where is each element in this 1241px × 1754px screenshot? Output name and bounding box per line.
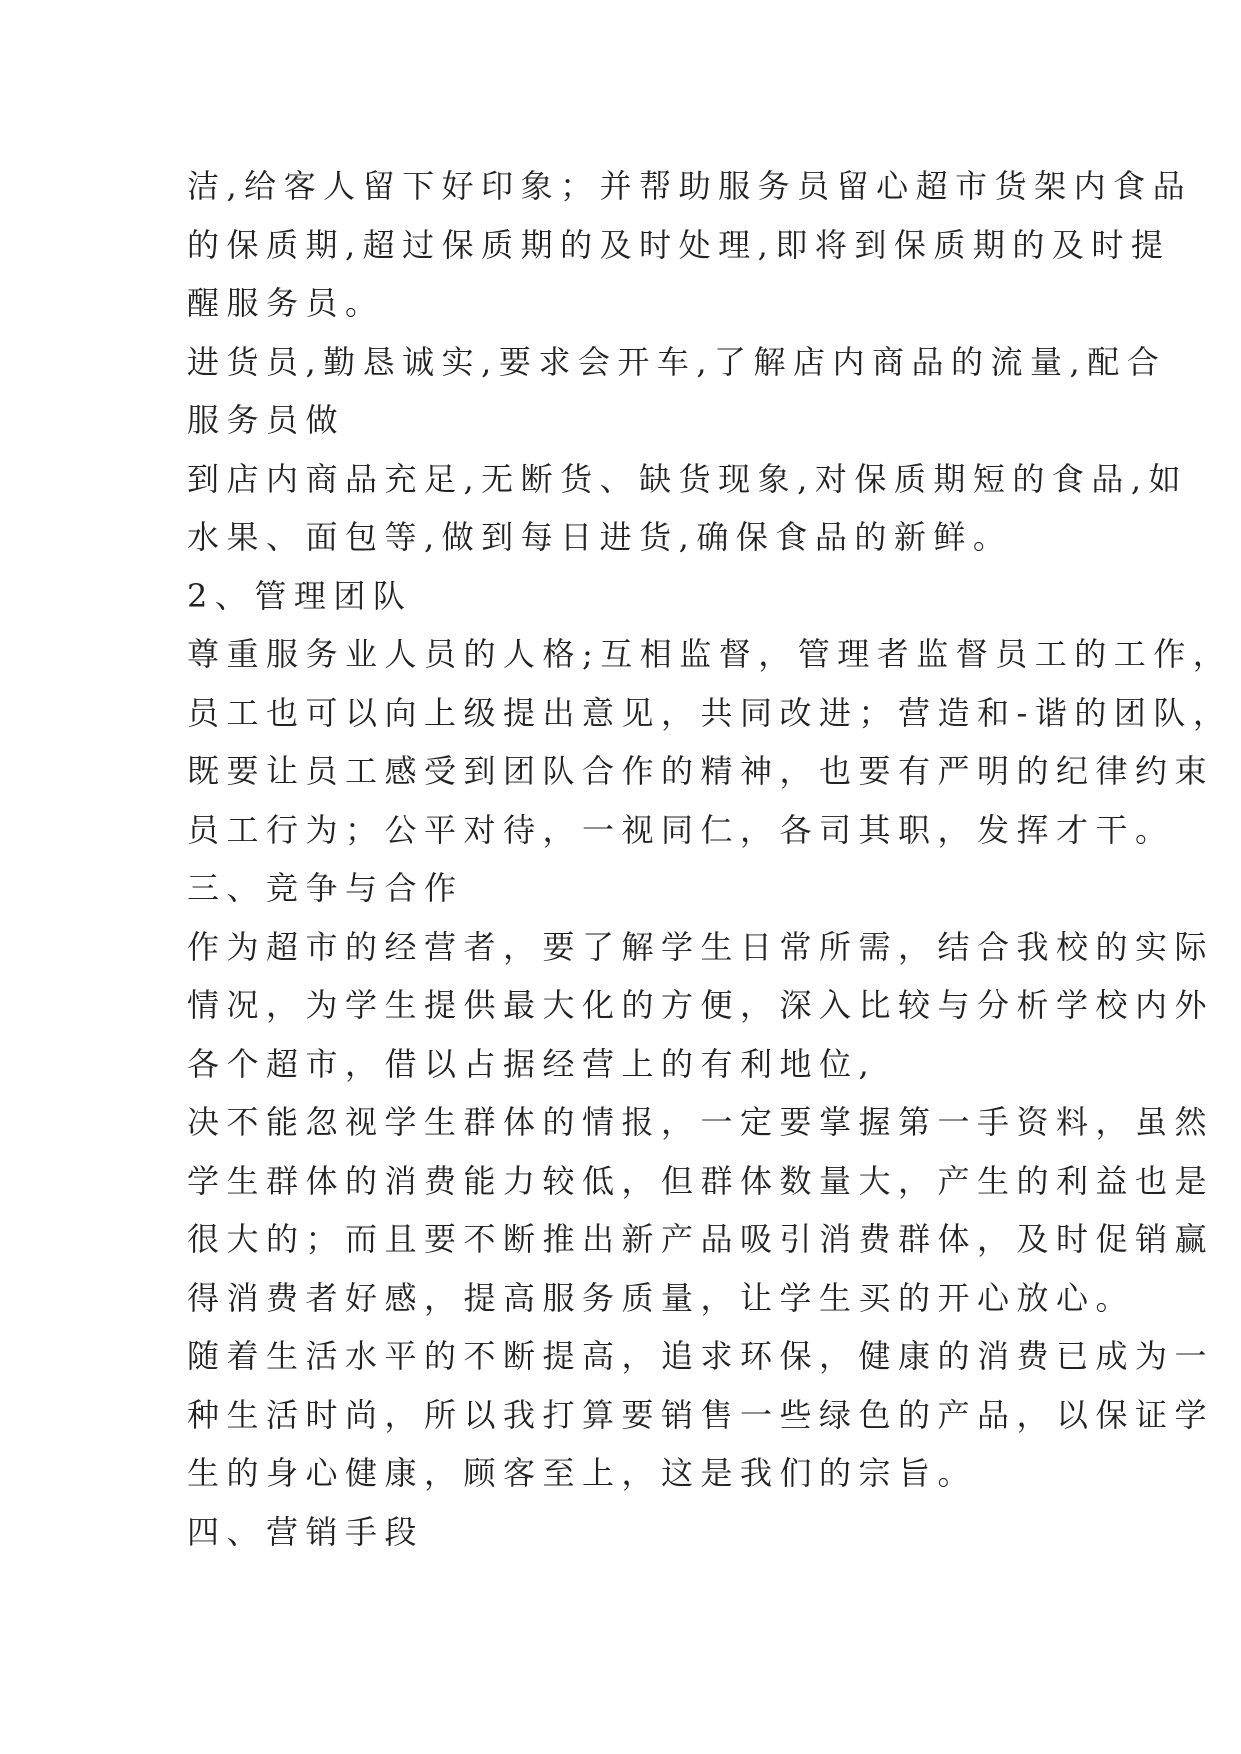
text-line: 决不能忽视学生群体的情报，一定要掌握第一手资料，虽然: [187, 1103, 1215, 1141]
text-line: 既要让员工感受到团队合作的精神，也要有严明的纪律约束: [187, 752, 1215, 790]
text-line: 的保质期,超过保质期的及时处理,即将到保质期的及时提: [187, 225, 1171, 264]
text-line: 学生群体的消费能力较低，但群体数量大，产生的利益也是: [187, 1161, 1215, 1200]
text-line: 生的身心健康，顾客至上，这是我们的宗旨。: [187, 1454, 978, 1492]
text-line: 各个超市，借以占据经营上的有利地位,: [187, 1044, 877, 1083]
text-line: 服务员做: [187, 401, 346, 439]
text-line: 种生活时尚，所以我打算要销售一些绿色的产品，以保证学: [187, 1395, 1215, 1434]
text-line: 员工也可以向上级提出意见，共同改进；营造和-谐的团队，: [187, 693, 1233, 732]
text-line: 尊重服务业人员的人格;互相监督，管理者监督员工的工作，: [187, 635, 1233, 673]
section-heading: 2、管理团队: [187, 576, 413, 615]
document-body: [187, 157, 1233, 1561]
text-line: 得消费者好感，提高服务质量，让学生买的开心放心。: [187, 1278, 1136, 1317]
text-line: 员工行为；公平对待，一视同仁，各司其职，发挥才干。: [187, 810, 1175, 849]
text-line: 随着生活水平的不断提高，追求环保，健康的消费已成为一: [187, 1337, 1215, 1375]
text-line: 作为超市的经营者，要了解学生日常所需，结合我校的实际: [187, 927, 1215, 966]
section-heading: 四、营销手段: [187, 1512, 425, 1551]
text-line: 进货员,勤恳诚实,要求会开车,了解店内商品的流量,配合: [187, 342, 1167, 381]
text-line: 很大的；而且要不断推出新产品吸引消费群体，及时促销赢: [187, 1220, 1215, 1258]
text-line: 情况，为学生提供最大化的方便，深入比较与分析学校内外: [187, 986, 1215, 1024]
text-line: 醒服务员。: [187, 284, 385, 322]
section-heading: 三、竞争与合作: [187, 869, 464, 907]
text-line: 到店内商品充足,无断货、缺货现象,对保质期短的食品,如: [187, 459, 1189, 498]
text-line: 洁,给客人留下好印象；并帮助服务员留心超市货架内食品: [187, 167, 1193, 205]
text-line: 水果、面包等,做到每日进货,确保食品的新鲜。: [187, 518, 1013, 556]
